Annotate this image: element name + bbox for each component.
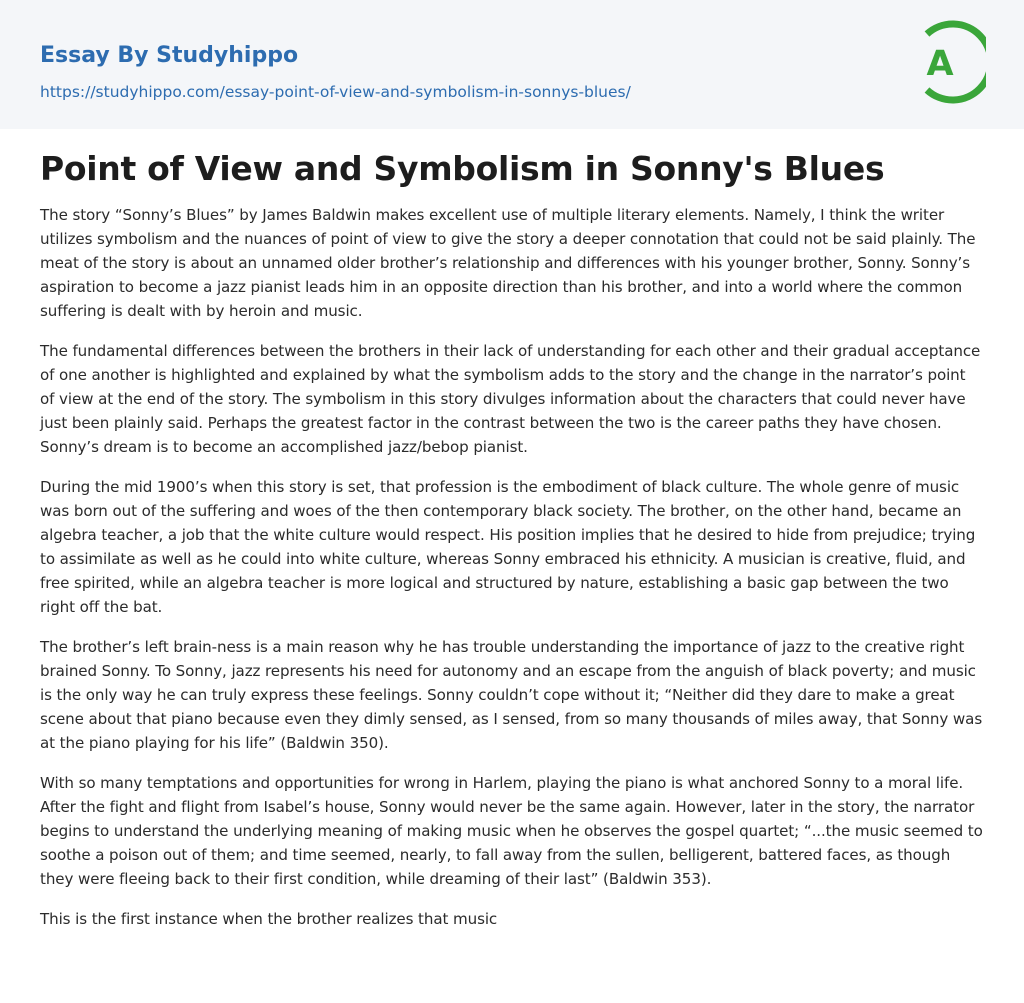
paragraph: The story “Sonny’s Blues” by James Baldwin makes excellent use of multiple literary elements. Namely, I think the writer utilizes symbolism and the nuances of point of view to give the story a deeper connotation that could not be said plainly. The meat of the story is about an unnamed older brother’s relationship and differences with his younger brother, Sonny. Sonny’s aspiration to become a jazz pianist leads him in an opposite direction than his brother, and into a world where the common suffering is dealt with by heroin and music. (40, 206, 976, 320)
article-body (40, 203, 984, 931)
logo-letter: A (926, 44, 954, 84)
brand-title[interactable]: Essay By Studyhippo (40, 43, 299, 68)
source-url-link[interactable]: https://studyhippo.com/essay-point-of-view-and-symbolism-in-sonnys-blues/ (40, 83, 631, 101)
paragraph: During the mid 1900’s when this story is set, that profession is the embodiment of black culture. The whole genre of music was born out of the suffering and woes of the then contemporary black society. The brother, on the other hand, became an algebra teacher, a job that the white culture would respect. His position implies that he desired to hide from prejudice; trying to assimilate as well as he could into white culture, whereas Sonny embraced his ethnicity. A musician is creative, fluid, and free spirited, while an algebra teacher is more logical and structured by nature, establishing a basic gap between the two right off the bat. (40, 478, 976, 616)
paragraph: The fundamental differences between the brothers in their lack of understanding for each other and their gradual acceptance of one another is highlighted and explained by what the symbolism adds to the story and the change in the narrator’s point of view at the end of the story. The symbolism in this story divulges information about the characters that could never have just been plainly said. Perhaps the greatest factor in the contrast between the two is the career paths they have chosen. Sonny’s dream is to become an accomplished jazz/bebop pianist. (40, 342, 981, 456)
paragraph: This is the first instance when the brother realizes that music (40, 910, 498, 928)
article (0, 149, 1024, 931)
site-header (0, 0, 1024, 129)
studyhippo-logo-icon[interactable] (912, 18, 986, 106)
paragraph: With so many temptations and opportunities for wrong in Harlem, playing the piano is what anchored Sonny to a moral life. After the fight and flight from Isabel’s house, Sonny would never be the same again. However, later in the story, the narrator begins to understand the underlying meaning of making music when he observes the gospel quartet; “...the music seemed to soothe a poison out of them; and time seemed, nearly, to fall away from the sullen, belligerent, battered faces, as though they were fleeing back to their first condition, while dreaming of their last” (Baldwin 353). (40, 774, 983, 888)
page-title: Point of View and Symbolism in Sonny's Blues (40, 149, 885, 188)
paragraph: The brother’s left brain-ness is a main reason why he has trouble understanding the importance of jazz to the creative right brained Sonny. To Sonny, jazz represents his need for autonomy and an escape from the anguish of black poverty; and music is the only way he can truly express these feelings. Sonny couldn’t cope without it; “Neither did they dare to make a great scene about that piano because even they dimly sensed, as I sensed, from so many thousands of miles away, that Sonny was at the piano playing for his life” (Baldwin 350). (40, 638, 983, 752)
